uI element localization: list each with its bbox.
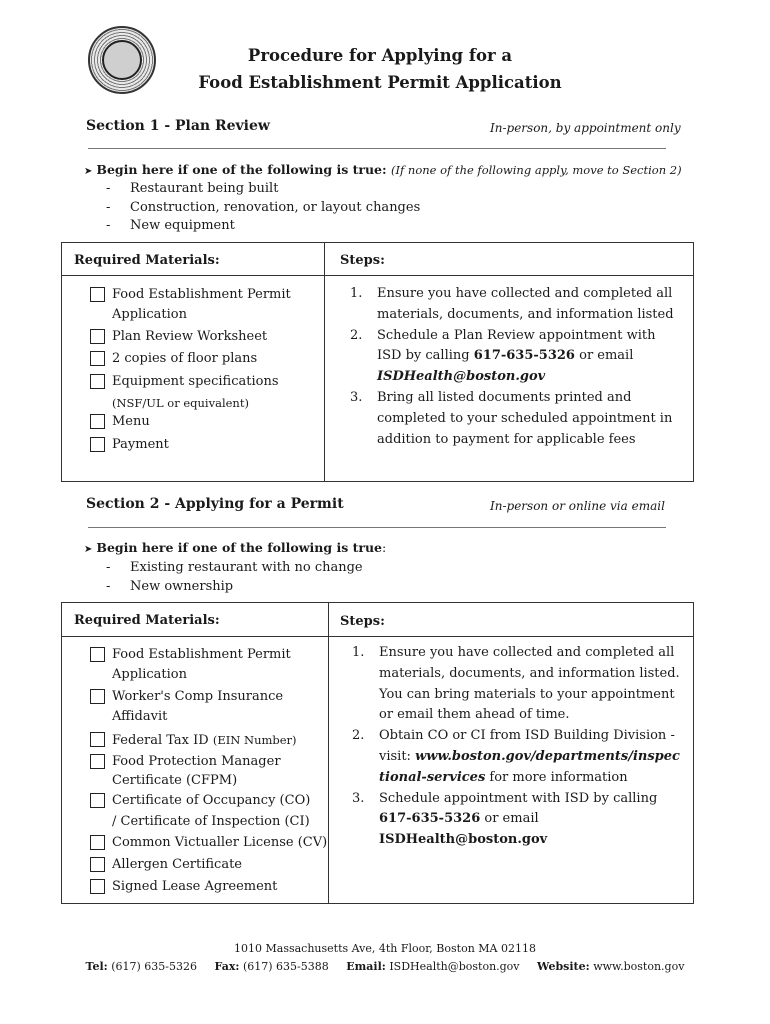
arrow-right-icon: ➤ <box>84 166 93 177</box>
checkbox[interactable] <box>90 287 105 302</box>
checkbox[interactable] <box>90 793 105 808</box>
list-item: - New ownership <box>106 578 234 594</box>
page-title-line2: Food Establishment Permit Application <box>198 73 562 92</box>
checkbox[interactable] <box>90 329 105 344</box>
section1-divider <box>88 148 666 149</box>
step-item: 1. Ensure you have collected and completed all materials, documents, and information listed <box>350 286 674 322</box>
footer-tel: (617) 635-5326 <box>111 960 198 973</box>
page-title-line1: Procedure for Applying for a <box>247 46 513 65</box>
section1-materials-header: Required Materials: <box>74 253 220 268</box>
section2-conditions <box>106 559 363 596</box>
email-link[interactable]: ISDHealth@boston.gov <box>379 832 548 848</box>
checkbox[interactable] <box>90 414 105 429</box>
list-item: - Restaurant being built <box>106 181 279 196</box>
section1-conditions <box>106 180 420 236</box>
section2-materials-header: Required Materials: <box>74 613 220 628</box>
city-seal-logo <box>88 26 156 94</box>
checkbox[interactable] <box>90 754 105 769</box>
checkbox[interactable] <box>90 374 105 389</box>
checkbox[interactable] <box>90 647 105 662</box>
website-link[interactable]: www.boston.gov/departments/inspectional-services <box>379 748 680 785</box>
checkbox[interactable] <box>90 857 105 872</box>
section1-table: Required Materials: Steps: Food Establishment Permit Application Plan Review Worksheet 2 copies of floor plans Equipment specifications (NSF/UL or equivalent) Menu Payment 1. Ensure you have collected and completed all materials, documents, and information listed 2. Schedule a Plan Review appointment with ISD by calling 617-635-5326 or email ISDHealth@boston.gov 3. Bring all listed documents printed and completed to your scheduled appointment in addition to payment for applicable fees <box>61 242 694 482</box>
step-item: 2. Schedule a Plan Review appointment with ISD by calling 617-635-5326 or email ISDHealth@boston.gov <box>350 327 656 385</box>
list-item: - New equipment <box>106 218 235 233</box>
section2-mode: In-person or online via email <box>490 499 665 513</box>
footer-contacts: Tel: (617) 635-5326 Fax: (617) 635-5388 Email: ISDHealth@boston.gov Website: www.boston.gov <box>85 960 685 973</box>
checkbox[interactable] <box>90 689 105 704</box>
checkbox[interactable] <box>90 437 105 452</box>
checkbox[interactable] <box>90 835 105 850</box>
footer-fax: (617) 635-5388 <box>242 960 329 973</box>
checkbox[interactable] <box>90 351 105 366</box>
checkbox[interactable] <box>90 879 105 894</box>
step-item: 1. Ensure you have collected and completed all materials, documents, and information listed. You can bring materials to your appointment or email them ahead of time. <box>352 645 680 723</box>
step-item: 3. Bring all listed documents printed and completed to your scheduled appointment in addition to payment for applicable fees <box>350 389 673 447</box>
checkbox[interactable] <box>90 732 105 747</box>
section2-steps-header: Steps: <box>340 614 385 629</box>
arrow-right-icon: ➤ <box>84 544 93 555</box>
section1-steps-header: Steps: <box>340 253 385 268</box>
list-item: - Construction, renovation, or layout changes <box>106 199 421 215</box>
email-link[interactable]: ISDHealth@boston.gov <box>377 369 546 385</box>
section1-title: Section 1 - Plan Review <box>86 118 270 134</box>
section2-steps <box>352 643 682 851</box>
section1-begin: ➤ Begin here if one of the following is true: (If none of the following apply, move to Section 2) <box>84 162 682 177</box>
list-item: - Existing restaurant with no change <box>106 560 363 575</box>
footer-website[interactable]: www.boston.gov <box>593 960 685 973</box>
section2-table: Required Materials: Steps: Food Establishment Permit Application Worker's Comp Insurance Affidavit Federal Tax ID (EIN Number) Food Protection Manager Certificate (CFPM) Certificate of Occupancy (CO) / Certificate of Inspection (CI) Common Victualler License (CV) Allergen Certificate Signed Lease Agreement 1. Ensure you have collected and completed all materials, documents, and information listed. You can bring materials to your appointment or email them ahead of time. 2. Obtain CO or CI from ISD Building Division - visit: www.boston.gov/departments/inspectional-services for more information 3. Schedule appointment with ISD by calling 617-635-5326 or email ISDHealth@boston.gov <box>61 602 694 904</box>
step-item: 3. Schedule appointment with ISD by calling 617-635-5326 or email ISDHealth@boston.gov <box>352 790 658 848</box>
section1-mode: In-person, by appointment only <box>490 121 681 135</box>
section1-steps <box>350 284 675 450</box>
footer-email[interactable]: ISDHealth@boston.gov <box>389 960 520 973</box>
step-item: 2. Obtain CO or CI from ISD Building Division - visit: www.boston.gov/departments/inspectional-services for more information <box>352 728 680 785</box>
section2-divider <box>88 527 666 528</box>
footer-address: 1010 Massachusetts Ave, 4th Floor, Boston MA 02118 <box>234 942 536 955</box>
section2-begin: ➤ Begin here if one of the following is true: <box>84 540 387 555</box>
section2-title: Section 2 - Applying for a Permit <box>86 496 344 512</box>
